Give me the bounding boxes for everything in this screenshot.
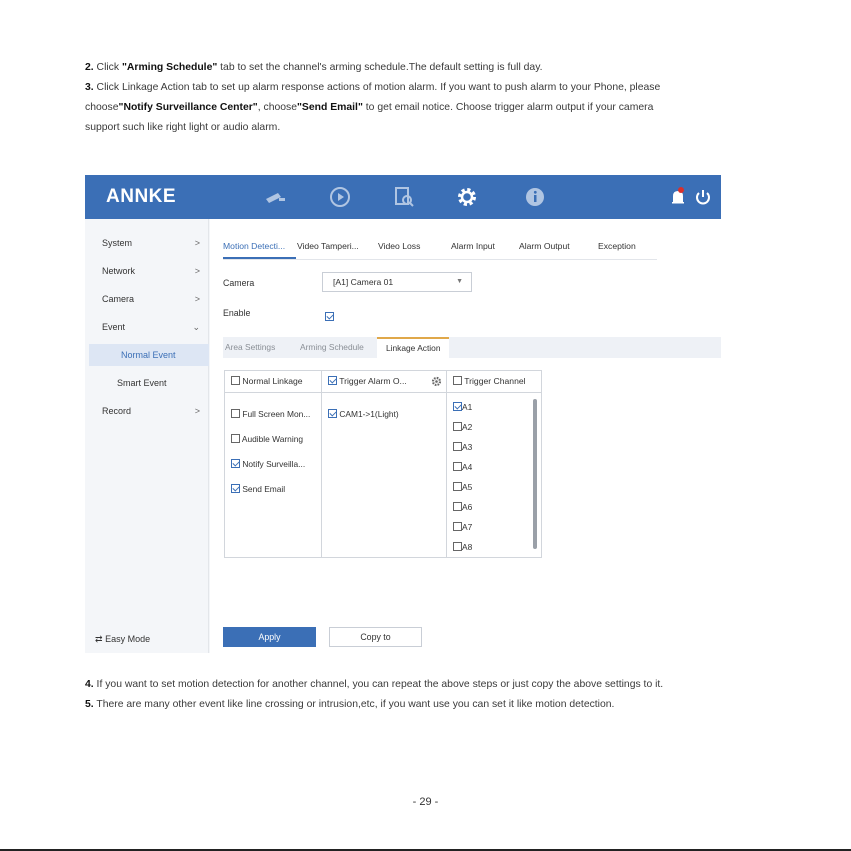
toggle-icon: ⇄ (95, 634, 103, 644)
channel-a3[interactable]: A3 (453, 442, 472, 452)
easy-mode-button[interactable]: ⇄ Easy Mode (95, 634, 151, 644)
settings-icon[interactable] (455, 185, 479, 209)
sidebar-item-network[interactable]: Network > (85, 260, 209, 282)
sidebar-item-camera[interactable]: Camera > (85, 288, 209, 310)
apply-button[interactable]: Apply (223, 627, 316, 647)
subtab-area-settings[interactable]: Area Settings (225, 342, 276, 352)
chevron-down-icon: ⌄ (192, 322, 200, 332)
power-icon[interactable] (691, 185, 715, 209)
enable-checkbox[interactable] (325, 307, 334, 325)
annke-logo: ANNKE (106, 186, 177, 207)
sidebar-item-event[interactable]: Event ⌄ (85, 316, 209, 338)
linkage-table (224, 370, 542, 558)
channel-a4[interactable]: A4 (453, 462, 472, 472)
option-full-screen[interactable]: Full Screen Mon... (231, 409, 310, 419)
camera-label: Camera (223, 278, 255, 288)
step-5: 5. There are many other event like line crossing or intrusion,etc, if you want use you can set it like motion detection. (85, 699, 615, 710)
trigger-channel-header[interactable]: Trigger Channel (447, 371, 541, 393)
chevron-right-icon: > (194, 238, 200, 248)
channel-a2[interactable]: A2 (453, 422, 472, 432)
sidebar (85, 219, 209, 653)
channel-a6[interactable]: A6 (453, 502, 472, 512)
tab-alarm-input[interactable]: Alarm Input (451, 241, 495, 251)
trigger-alarm-column (322, 371, 447, 557)
channel-a7[interactable]: A7 (453, 522, 472, 532)
tab-alarm-output[interactable]: Alarm Output (519, 241, 570, 251)
tab-motion-detection[interactable]: Motion Detecti... (223, 241, 286, 251)
chevron-right-icon: > (194, 406, 200, 416)
option-audible-warning[interactable]: Audible Warning (231, 434, 303, 444)
subtab-bar (223, 337, 721, 358)
copy-to-button[interactable]: Copy to (329, 627, 422, 647)
channel-a5[interactable]: A5 (453, 482, 472, 492)
tab-video-loss[interactable]: Video Loss (378, 241, 421, 251)
step-3-line-2: choose"Notify Surveillance Center", choose"Send Email" to get email notice. Choose trigger alarm output if your camera (85, 102, 654, 113)
intro-paragraph (85, 58, 785, 138)
chevron-right-icon: > (194, 294, 200, 304)
sidebar-item-smart-event[interactable]: Smart Event (117, 378, 167, 388)
channel-a1[interactable]: A1 (453, 402, 472, 412)
chevron-right-icon: > (194, 266, 200, 276)
tab-video-tampering[interactable]: Video Tamperi... (297, 241, 359, 251)
dropdown-arrow-icon: ▼ (456, 278, 463, 285)
main-panel (210, 219, 721, 653)
step-3: 3. Click Linkage Action tab to set up alarm response actions of motion alarm. If you want to push alarm to your Phone, please (85, 82, 661, 93)
active-tab-indicator (223, 257, 296, 259)
subtab-arming-schedule[interactable]: Arming Schedule (300, 342, 364, 352)
camera-select[interactable]: [A1] Camera 01 ▼ (322, 272, 472, 292)
nvr-screenshot (85, 175, 721, 653)
sidebar-item-normal-event[interactable]: Normal Event (89, 344, 209, 366)
option-send-email[interactable]: Send Email (231, 484, 285, 494)
normal-linkage-column (225, 371, 322, 557)
tab-divider (223, 259, 657, 260)
camera-icon[interactable] (263, 185, 287, 209)
trigger-output-cam1[interactable]: CAM1->1(Light) (328, 409, 399, 419)
channel-scrollbar[interactable] (533, 399, 537, 549)
search-file-icon[interactable] (392, 185, 416, 209)
outro-paragraph (85, 675, 785, 715)
info-icon[interactable] (523, 185, 547, 209)
playback-icon[interactable] (328, 185, 352, 209)
sidebar-item-record[interactable]: Record > (85, 400, 209, 422)
step-4: 4. If you want to set motion detection for another channel, you can repeat the above steps or just copy the above settings to it. (85, 679, 664, 690)
gear-icon[interactable] (431, 376, 442, 387)
normal-linkage-header[interactable]: Normal Linkage (225, 371, 321, 393)
page-number: - 29 - (412, 796, 439, 808)
tab-exception[interactable]: Exception (598, 241, 636, 251)
top-bar (85, 175, 721, 219)
subtab-linkage-action[interactable]: Linkage Action (377, 337, 449, 358)
option-notify-surveillance[interactable]: Notify Surveilla... (231, 459, 305, 469)
trigger-channel-column (447, 371, 541, 557)
enable-label: Enable (223, 308, 251, 318)
bell-icon[interactable] (666, 185, 690, 209)
channel-a8[interactable]: A8 (453, 542, 472, 552)
trigger-alarm-header[interactable]: Trigger Alarm O... (322, 371, 446, 393)
sidebar-item-system[interactable]: System > (85, 232, 209, 254)
step-3-line-3: support such like right light or audio alarm. (85, 122, 281, 133)
step-2: 2. Click "Arming Schedule" tab to set the channel's arming schedule.The default setting is full day. (85, 62, 543, 73)
